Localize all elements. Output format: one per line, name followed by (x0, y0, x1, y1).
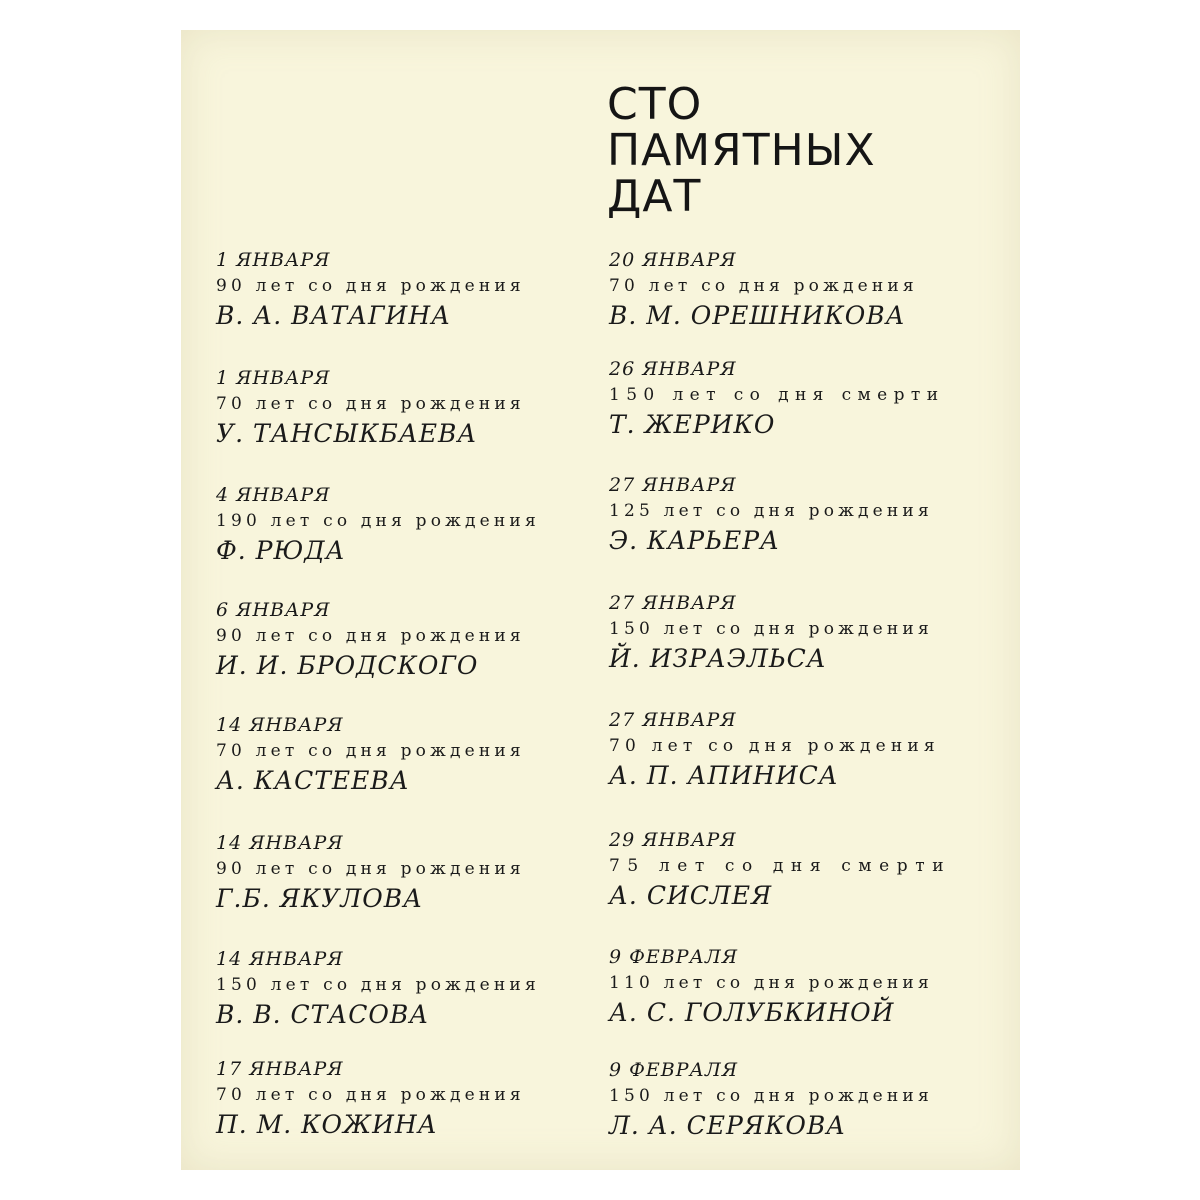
entry-event: 90 лет со дня рождения (216, 276, 525, 296)
title-line: СТО (607, 79, 703, 130)
entry-date: 4 ЯНВАРЯ (216, 484, 331, 506)
entry-event: 70 лет со дня рождения (216, 741, 525, 761)
anniversary-entry (609, 249, 989, 331)
entry-person: Г.Б. ЯКУЛОВА (216, 884, 424, 913)
entry-date: 1 ЯНВАРЯ (216, 249, 331, 271)
entry-date: 9 ФЕВРАЛЯ (609, 1059, 739, 1081)
anniversary-entry (609, 474, 989, 556)
entry-event: 70 лет со дня рождения (216, 1085, 525, 1105)
entry-date: 27 ЯНВАРЯ (609, 592, 737, 614)
title-line: ДАТ (607, 171, 702, 222)
anniversary-entry (609, 709, 989, 791)
entry-event: 150 лет со дня рождения (216, 975, 540, 995)
entry-event: 90 лет со дня рождения (216, 626, 525, 646)
anniversary-entry (216, 832, 596, 914)
entry-person: Ф. РЮДА (216, 536, 346, 565)
entry-date: 1 ЯНВАРЯ (216, 367, 331, 389)
title-line: ПАМЯТНЫХ (607, 125, 876, 176)
entry-person: В. М. ОРЕШНИКОВА (609, 301, 906, 330)
entry-person: Т. ЖЕРИКО (609, 410, 776, 439)
anniversary-entry (216, 948, 596, 1030)
entry-person: И. И. БРОДСКОГО (216, 651, 479, 680)
entry-event: 110 лет со дня рождения (609, 973, 933, 993)
entry-date: 27 ЯНВАРЯ (609, 474, 737, 496)
anniversary-entry (216, 249, 596, 331)
entry-event: 70 лет со дня рождения (609, 276, 918, 296)
entry-event: 90 лет со дня рождения (216, 859, 525, 879)
anniversary-entry (609, 592, 989, 674)
entry-person: П. М. КОЖИНА (216, 1110, 438, 1139)
entry-person: Э. КАРЬЕРА (609, 526, 780, 555)
anniversary-entry (609, 1059, 989, 1141)
entry-date: 20 ЯНВАРЯ (609, 249, 737, 271)
entry-date: 9 ФЕВРАЛЯ (609, 946, 739, 968)
page-title (607, 79, 876, 222)
entry-date: 14 ЯНВАРЯ (216, 714, 344, 736)
entry-date: 17 ЯНВАРЯ (216, 1058, 344, 1080)
entry-date: 6 ЯНВАРЯ (216, 599, 331, 621)
entry-person: А. СИСЛЕЯ (609, 881, 773, 910)
anniversary-entry (216, 714, 596, 796)
entry-person: А. П. АПИНИСА (609, 761, 839, 790)
entry-date: 27 ЯНВАРЯ (609, 709, 737, 731)
anniversary-entry (216, 367, 596, 449)
entry-person: Й. ИЗРАЭЛЬСА (609, 644, 827, 673)
entry-person: А. С. ГОЛУБКИНОЙ (609, 998, 895, 1027)
entry-event: 150 лет со дня рождения (609, 619, 933, 639)
entry-event: 70 лет со дня рождения (609, 736, 940, 756)
entry-event: 125 лет со дня рождения (609, 501, 933, 521)
entry-person: В. А. ВАТАГИНА (216, 301, 452, 330)
entry-person: У. ТАНСЫКБАЕВА (216, 419, 478, 448)
anniversary-entry (216, 599, 596, 681)
entry-event: 70 лет со дня рождения (216, 394, 525, 414)
entry-event: 190 лет со дня рождения (216, 511, 540, 531)
anniversary-entry (609, 946, 989, 1028)
anniversary-entry (216, 484, 596, 566)
entry-person: А. КАСТЕЕВА (216, 766, 410, 795)
anniversary-entry (216, 1058, 596, 1140)
anniversary-entry (609, 358, 989, 440)
entry-event: 75 лет со дня смерти (609, 856, 952, 876)
entry-date: 29 ЯНВАРЯ (609, 829, 737, 851)
entry-person: Л. А. СЕРЯКОВА (609, 1111, 847, 1140)
entry-event: 150 лет со дня смерти (609, 385, 945, 405)
entry-date: 14 ЯНВАРЯ (216, 832, 344, 854)
entry-event: 150 лет со дня рождения (609, 1086, 933, 1106)
entry-person: В. В. СТАСОВА (216, 1000, 430, 1029)
entry-date: 26 ЯНВАРЯ (609, 358, 737, 380)
anniversary-entry (609, 829, 989, 911)
entry-date: 14 ЯНВАРЯ (216, 948, 344, 970)
